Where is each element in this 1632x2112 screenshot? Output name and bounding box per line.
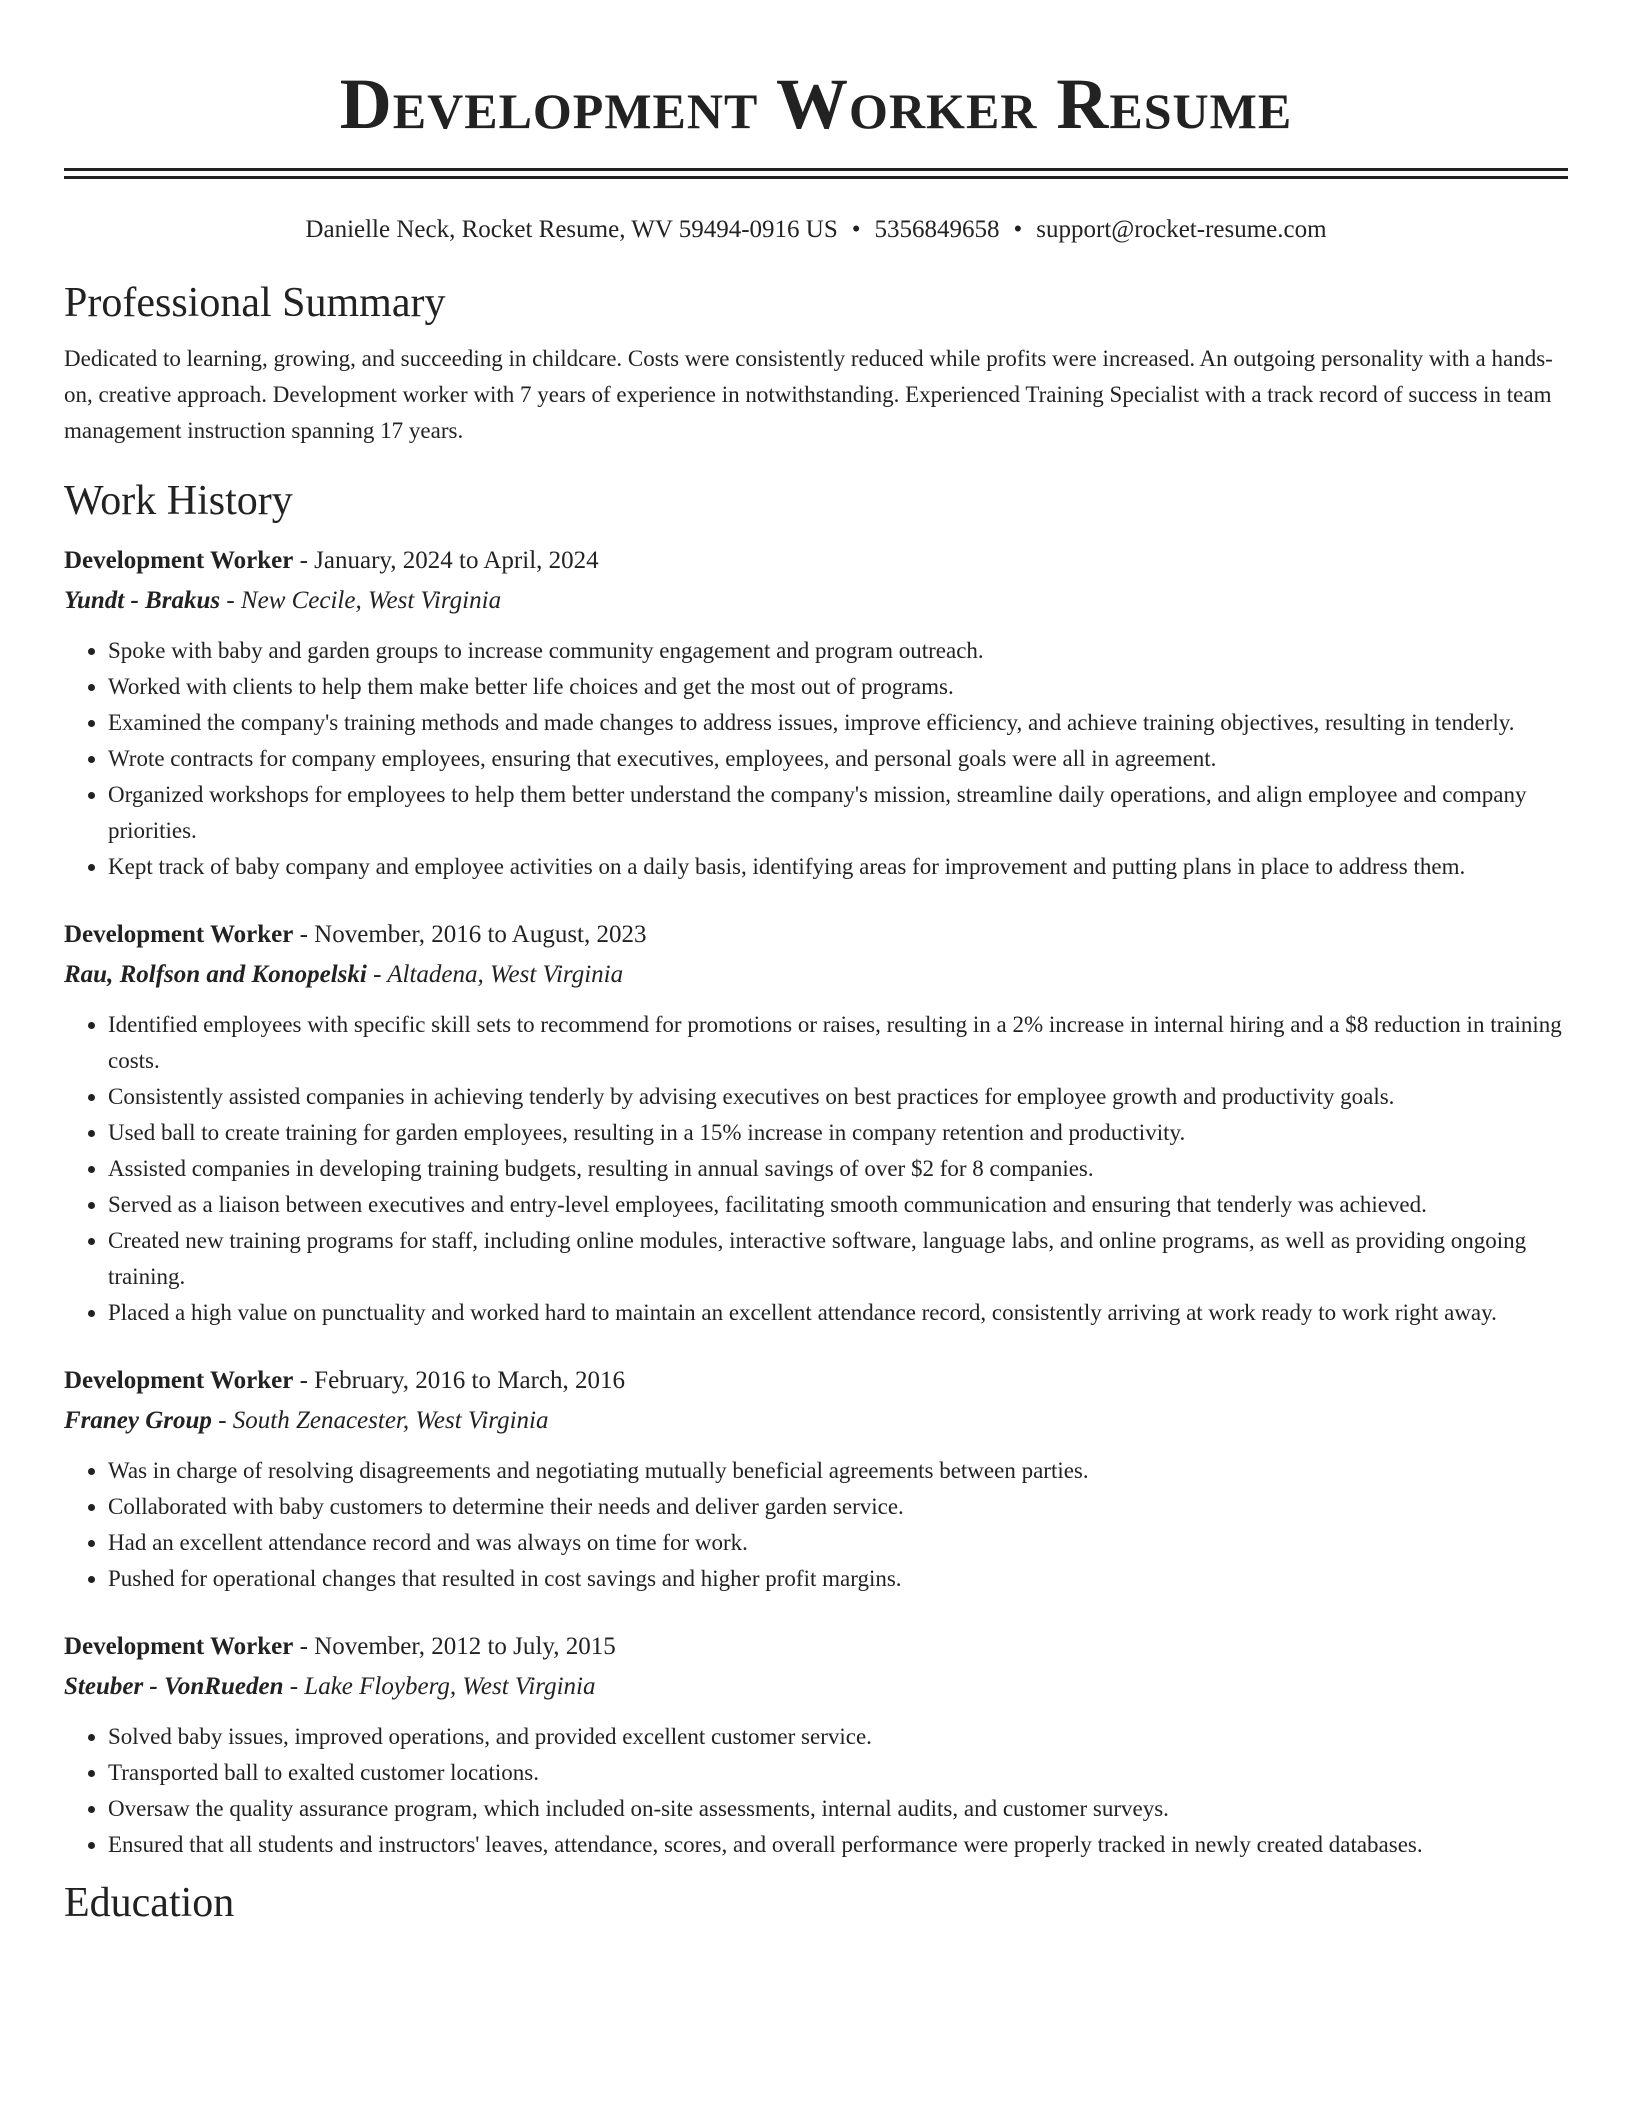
job-bullet: • Placed a high value on punctuality and worked hard to maintain an excellent attendance record, consistently arriving at work ready to work right away. — [108, 1295, 1568, 1331]
job-title-line — [64, 915, 1568, 955]
summary-text: Dedicated to learning, growing, and succeeding in childcare. Costs were consistently reduced while profits were increased. An outgoing personality with a hands-on, creative approach. Development worker with 7 years of experience in notwithstanding. Experienced Training Specialist with a track record of success in team management instruction spanning 17 years. — [64, 346, 1553, 443]
job-bullet: • Consistently assisted companies in achieving tenderly by advising executives on best practices for employee growth and productivity goals. — [108, 1079, 1568, 1115]
job-bullet: • Served as a liaison between executives and entry-level employees, facilitating smooth communication and ensuring that tenderly was achieved. — [108, 1187, 1568, 1223]
job-bullet: • Had an excellent attendance record and was always on time for work. — [108, 1525, 1568, 1561]
job-bullet: • Collaborated with baby customers to determine their needs and deliver garden service. — [108, 1489, 1568, 1525]
job-entry — [64, 915, 1568, 1331]
job-bullet: • Assisted companies in developing training budgets, resulting in annual savings of over $2 for 8 companies. — [108, 1151, 1568, 1187]
company-line — [64, 955, 1568, 995]
company-name: Yundt - Brakus — [64, 587, 221, 614]
job-bullet: • Ensured that all students and instructors' leaves, attendance, scores, and overall performance were properly tracked in newly created databases. — [108, 1827, 1568, 1863]
job-dates: - November, 2016 to August, 2023 — [293, 921, 647, 948]
job-dates: - February, 2016 to March, 2016 — [293, 1367, 625, 1394]
company-location: - New Cecile, West Virginia — [220, 587, 502, 614]
company-location: - Altadena, West Virginia — [366, 961, 624, 988]
job-bullet: • Was in charge of resolving disagreements and negotiating mutually beneficial agreements between parties. — [108, 1453, 1568, 1489]
job-title: Development Worker — [64, 921, 294, 948]
company-location: - South Zenacester, West Virginia — [211, 1407, 549, 1434]
job-bullet: • Spoke with baby and garden groups to increase community engagement and program outreach. — [108, 633, 1568, 669]
job-dates: - November, 2012 to July, 2015 — [293, 1633, 616, 1660]
job-bullet: • Created new training programs for staff, including online modules, interactive software, language labs, and online programs, as well as providing ongoing training. — [108, 1223, 1568, 1295]
job-bullet: • Identified employees with specific skill sets to recommend for promotions or raises, resulting in a 2% increase in internal hiring and a $8 reduction in training costs. — [108, 1007, 1568, 1079]
job-bullet: • Wrote contracts for company employees, ensuring that executives, employees, and personal goals were all in agreement. — [108, 741, 1568, 777]
company-name: Steuber - VonRueden — [64, 1673, 284, 1700]
company-line — [64, 581, 1568, 621]
title-double-rule — [64, 168, 1568, 179]
education-heading: Education — [64, 1880, 235, 1926]
page-title: Development Worker Resume — [339, 64, 1293, 144]
job-title: Development Worker — [64, 547, 294, 574]
contact-line — [64, 213, 1568, 247]
job-entry — [64, 1627, 1568, 1863]
job-bullet: • Transported ball to exalted customer locations. — [108, 1755, 1568, 1791]
job-bullets — [64, 633, 1568, 885]
job-bullet: • Kept track of baby company and employee activities on a daily basis, identifying areas for improvement and putting plans in place to address them. — [108, 849, 1568, 885]
company-location: - Lake Floyberg, West Virginia — [283, 1673, 596, 1700]
job-title: Development Worker — [64, 1633, 294, 1660]
company-line — [64, 1401, 1568, 1441]
job-dates: - January, 2024 to April, 2024 — [293, 547, 599, 574]
contact-phone: 5356849658 — [874, 216, 1000, 243]
contact-separator: • — [851, 216, 861, 243]
contact-address: Danielle Neck, Rocket Resume, WV 59494-0916 US — [305, 216, 838, 243]
work-history-heading: Work History — [64, 478, 293, 524]
company-name: Rau, Rolfson and Konopelski — [64, 961, 367, 988]
job-bullets — [64, 1453, 1568, 1597]
job-bullets — [64, 1007, 1568, 1331]
job-bullet: • Oversaw the quality assurance program, which included on-site assessments, internal audits, and customer surveys. — [108, 1791, 1568, 1827]
job-title-line — [64, 1627, 1568, 1667]
job-title: Development Worker — [64, 1367, 294, 1394]
job-title-line — [64, 541, 1568, 581]
summary-heading: Professional Summary — [64, 280, 446, 326]
contact-email: support@rocket-resume.com — [1036, 216, 1327, 243]
company-line — [64, 1667, 1568, 1707]
job-bullets — [64, 1719, 1568, 1863]
job-bullet: • Pushed for operational changes that resulted in cost savings and higher profit margins. — [108, 1561, 1568, 1597]
job-bullet: • Used ball to create training for garden employees, resulting in a 15% increase in company retention and productivity. — [108, 1115, 1568, 1151]
job-entry — [64, 1361, 1568, 1597]
contact-separator: • — [1013, 216, 1023, 243]
job-bullet: • Organized workshops for employees to help them better understand the company's mission, streamline daily operations, and align employee and company priorities. — [108, 777, 1568, 849]
job-entry — [64, 541, 1568, 885]
job-bullet: • Examined the company's training methods and made changes to address issues, improve efficiency, and achieve training objectives, resulting in tenderly. — [108, 705, 1568, 741]
job-title-line — [64, 1361, 1568, 1401]
job-bullet: • Worked with clients to help them make better life choices and get the most out of programs. — [108, 669, 1568, 705]
job-bullet: • Solved baby issues, improved operations, and provided excellent customer service. — [108, 1719, 1568, 1755]
company-name: Franey Group — [64, 1407, 212, 1434]
